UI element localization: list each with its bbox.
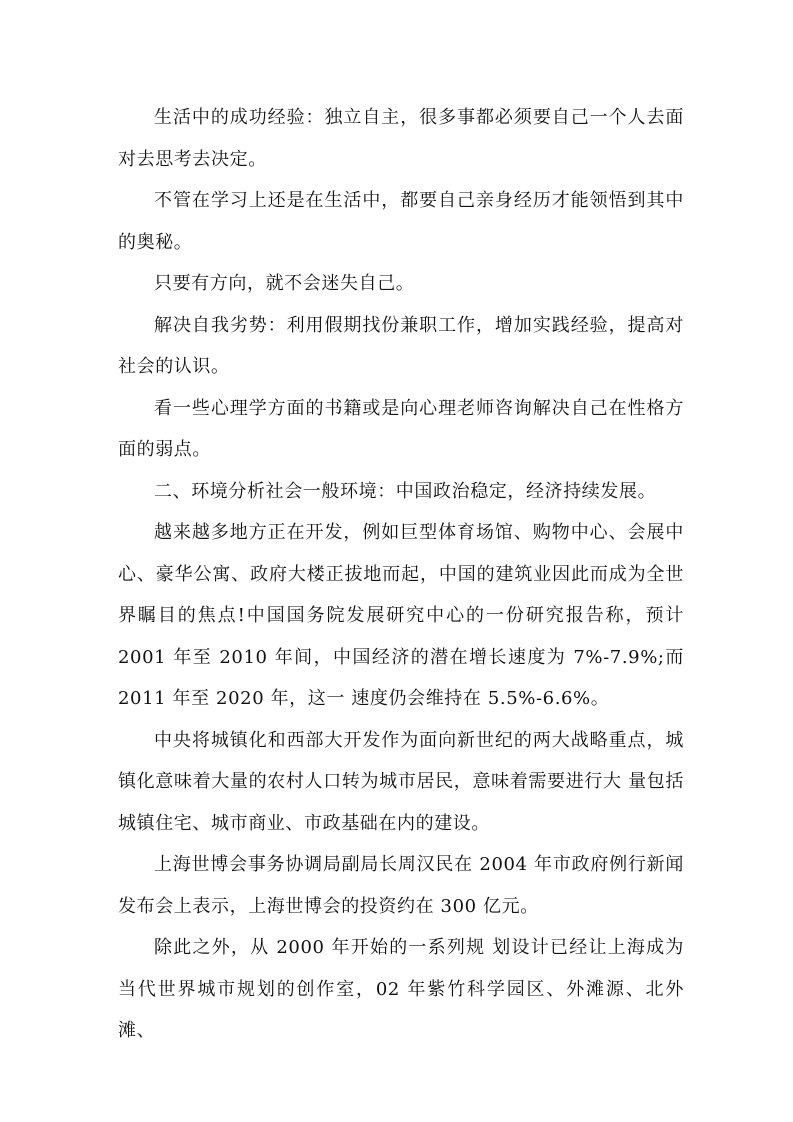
- paragraph-environment-analysis: 二、环境分析社会一般环境：中国政治稳定，经济持续发展。: [154, 480, 657, 502]
- paragraph-weakness-solution: 解决自我劣势：利用假期找份兼职工作，增加实践经验，提高对社会的认识。: [118, 314, 684, 377]
- paragraph-direction: 只要有方向，就不会迷失自己。: [154, 273, 415, 294]
- paragraph-urbanization: 中央将城镇化和西部大开发作为面向新世纪的两大战略重点，城镇化意味着大量的农村人口转为城市居民，意味着需要进行大 量包括城镇住宅、城市商业、市政基础在内的建设。: [118, 729, 684, 834]
- paragraph-development: 越来越多地方正在开发，例如巨型体育场馆、购物中心、会展中心、豪华公寓、政府大楼正拔地而起，中国的建筑业因此而成为全世界瞩目的焦点!中国国务院发展研究中心的一份研究报告称，预计 2001 年至 2010 年间，中国经济的潜在增长速度为 7%-7.9%;而 2011 年至 2020 年，这一 速度仍会维持在 5.5%-6.6%。: [118, 522, 684, 709]
- paragraph-success-experience: 生活中的成功经验：独立自主，很多事都必须要自己一个人去面对去思考去决定。: [118, 107, 684, 170]
- paragraph-psychology: 看一些心理学方面的书籍或是向心理老师咨询解决自己在性格方面的弱点。: [118, 397, 684, 460]
- paragraph-urban-planning: 除此之外，从 2000 年开始的一系列规 划设计已经让上海成为当代世界城市规划的创作室，02 年紫竹科学园区、外滩源、北外滩、: [118, 937, 684, 1041]
- paragraph-expo-investment: 上海世博会事务协调局副局长周汉民在 2004 年市政府例行新闻发布会上表示，上海世博会的投资约在 300 亿元。: [118, 854, 684, 917]
- paragraph-learning-life: 不管在学习上还是在生活中，都要自己亲身经历才能领悟到其中的奥秘。: [118, 190, 684, 253]
- document-body: [118, 97, 684, 1052]
